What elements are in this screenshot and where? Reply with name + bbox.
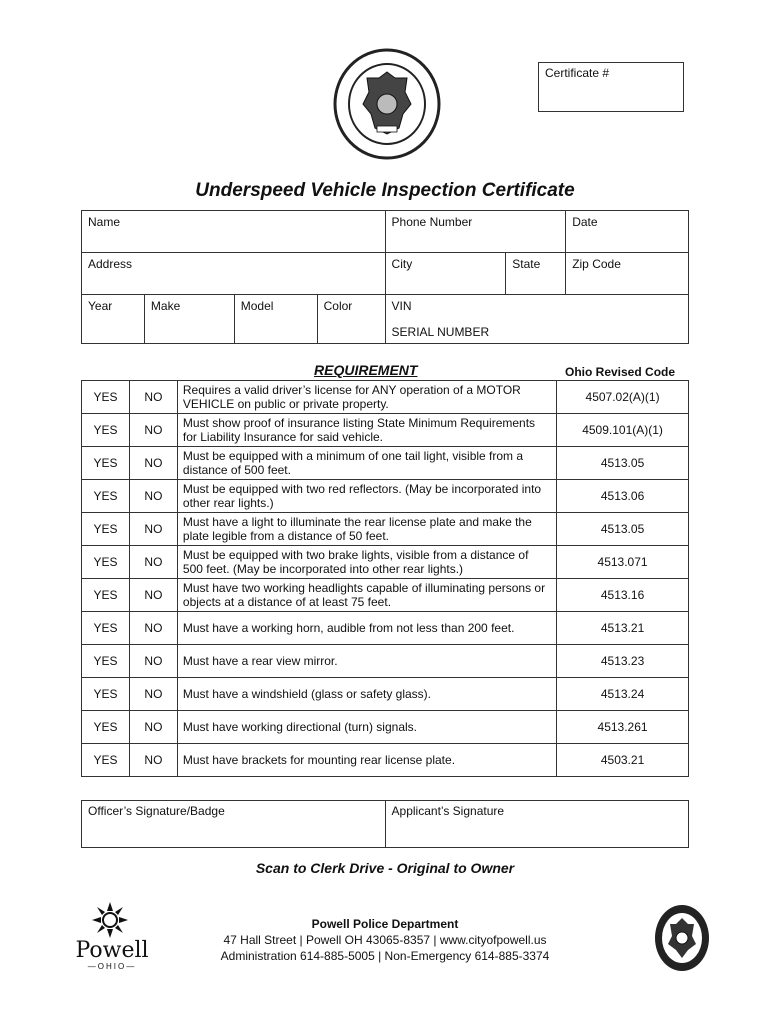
no-option[interactable]: NO	[129, 480, 177, 513]
revised-code: 4513.16	[557, 579, 689, 612]
make-label: Make	[150, 299, 181, 313]
no-option[interactable]: NO	[129, 645, 177, 678]
address-field[interactable]	[82, 253, 386, 295]
yes-option[interactable]: YES	[82, 744, 130, 777]
requirement-text: Must have two working headlights capable of illuminating persons or objects at a distance of at least 75 feet.	[177, 579, 556, 612]
yes-option[interactable]: YES	[82, 414, 130, 447]
requirement-text: Must have a working horn, audible from not less than 200 feet.	[177, 612, 556, 645]
requirement-row	[82, 513, 689, 546]
certificate-label: Certificate #	[545, 66, 610, 80]
requirements-table	[81, 380, 689, 777]
year-field[interactable]	[82, 295, 145, 344]
revised-code: 4513.24	[557, 678, 689, 711]
powell-logo-word: Powell	[75, 938, 149, 963]
requirement-text: Must be equipped with two red reflectors. (May be incorporated into other rear lights.)	[177, 480, 556, 513]
requirement-text: Must have a light to illuminate the rear license plate and make the plate legible from a distance of 50 feet.	[177, 513, 556, 546]
revised-code: 4513.21	[557, 612, 689, 645]
date-field[interactable]	[566, 211, 689, 253]
applicant-signature-label: Applicant’s Signature	[391, 804, 505, 818]
page-title: Underspeed Vehicle Inspection Certificate	[195, 180, 575, 201]
yes-option[interactable]: YES	[82, 579, 130, 612]
date-label: Date	[572, 215, 598, 229]
no-option[interactable]: NO	[129, 414, 177, 447]
yes-option[interactable]: YES	[82, 381, 130, 414]
yes-option[interactable]: YES	[82, 612, 130, 645]
applicant-info-table	[81, 210, 689, 344]
no-option[interactable]: NO	[129, 711, 177, 744]
yes-option[interactable]: YES	[82, 447, 130, 480]
revised-code: 4513.05	[557, 447, 689, 480]
phone-label: Phone Number	[391, 215, 473, 229]
requirement-row	[82, 447, 689, 480]
city-label: City	[391, 257, 413, 271]
certificate-number-box[interactable]	[538, 62, 684, 112]
revised-code: 4507.02(A)(1)	[557, 381, 689, 414]
requirement-text: Must be equipped with two brake lights, visible from a distance of 500 feet. (May be incorporated into other rear lights.)	[177, 546, 556, 579]
state-field[interactable]	[506, 253, 566, 295]
revised-code: 4513.071	[557, 546, 689, 579]
requirement-row	[82, 579, 689, 612]
requirement-row	[82, 645, 689, 678]
revised-code: 4503.21	[557, 744, 689, 777]
requirement-row	[82, 480, 689, 513]
ohio-revised-code-heading: Ohio Revised Code	[565, 365, 676, 379]
powell-logo-sub: —OHIO—	[87, 962, 137, 971]
phone-field[interactable]	[385, 211, 566, 253]
requirement-text: Must show proof of insurance listing State Minimum Requirements for Liability Insurance for said vehicle.	[177, 414, 556, 447]
yes-option[interactable]: YES	[82, 546, 130, 579]
vin-field[interactable]	[385, 295, 688, 344]
no-option[interactable]: NO	[129, 678, 177, 711]
revised-code: 4513.23	[557, 645, 689, 678]
requirement-row	[82, 612, 689, 645]
no-option[interactable]: NO	[129, 546, 177, 579]
zip-label: Zip Code	[572, 257, 621, 271]
requirement-row	[82, 678, 689, 711]
revised-code: 4513.06	[557, 480, 689, 513]
color-field[interactable]	[317, 295, 385, 344]
police-seal-logo	[333, 48, 441, 160]
no-option[interactable]: NO	[129, 513, 177, 546]
no-option[interactable]: NO	[129, 579, 177, 612]
name-field[interactable]	[82, 211, 386, 253]
color-label: Color	[323, 299, 353, 313]
requirement-row	[82, 546, 689, 579]
requirement-row	[82, 381, 689, 414]
requirement-row	[82, 414, 689, 447]
revised-code: 4513.261	[557, 711, 689, 744]
requirement-text: Requires a valid driver’s license for ANY operation of a MOTOR VEHICLE on public or private property.	[177, 381, 556, 414]
make-field[interactable]	[144, 295, 234, 344]
no-option[interactable]: NO	[129, 744, 177, 777]
zip-field[interactable]	[566, 253, 689, 295]
yes-option[interactable]: YES	[82, 678, 130, 711]
revised-code: 4509.101(A)(1)	[557, 414, 689, 447]
city-field[interactable]	[385, 253, 506, 295]
yes-option[interactable]: YES	[82, 513, 130, 546]
department-name: Powell Police Department	[311, 917, 459, 931]
requirement-row	[82, 711, 689, 744]
serial-number-label: SERIAL NUMBER	[391, 325, 490, 339]
officer-signature-field[interactable]	[82, 801, 386, 848]
requirement-text: Must have working directional (turn) signals.	[177, 711, 556, 744]
model-field[interactable]	[234, 295, 317, 344]
requirement-text: Must be equipped with a minimum of one tail light, visible from a distance of 500 feet.	[177, 447, 556, 480]
requirement-row	[82, 744, 689, 777]
requirement-heading: REQUIREMENT	[314, 362, 418, 378]
routing-instruction: Scan to Clerk Drive - Original to Owner	[255, 860, 515, 876]
no-option[interactable]: NO	[129, 447, 177, 480]
yes-option[interactable]: YES	[82, 645, 130, 678]
address-label: Address	[88, 257, 133, 271]
signature-table	[81, 800, 689, 848]
no-option[interactable]: NO	[129, 381, 177, 414]
no-option[interactable]: NO	[129, 612, 177, 645]
model-label: Model	[240, 299, 274, 313]
requirement-text: Must have a rear view mirror.	[177, 645, 556, 678]
year-label: Year	[88, 299, 113, 313]
applicant-signature-field[interactable]	[385, 801, 688, 848]
officer-signature-label: Officer’s Signature/Badge	[88, 804, 225, 818]
requirement-text: Must have a windshield (glass or safety glass).	[177, 678, 556, 711]
state-label: State	[512, 257, 541, 271]
yes-option[interactable]: YES	[82, 711, 130, 744]
phone-line: Administration 614-885-5005 | Non-Emergency 614-885-3374	[220, 949, 550, 963]
address-line: 47 Hall Street | Powell OH 43065-8357 | www.cityofpowell.us	[223, 933, 547, 947]
vin-label: VIN	[391, 299, 412, 313]
revised-code: 4513.05	[557, 513, 689, 546]
police-badge-logo	[654, 904, 710, 972]
requirement-text: Must have brackets for mounting rear license plate.	[177, 744, 556, 777]
name-label: Name	[88, 215, 121, 229]
yes-option[interactable]: YES	[82, 480, 130, 513]
